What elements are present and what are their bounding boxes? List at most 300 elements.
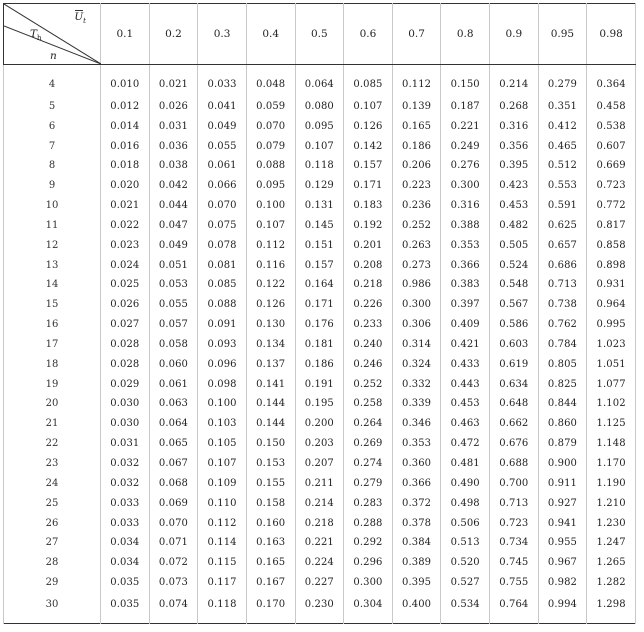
value-cell: 0.463 (441, 414, 490, 434)
value-cell: 0.078 (198, 236, 247, 256)
value-cell: 0.524 (490, 256, 539, 276)
value-cell: 1.190 (587, 474, 636, 494)
value-cell: 0.059 (246, 97, 295, 117)
row-n-cell: 22 (4, 434, 101, 454)
value-cell: 0.165 (392, 117, 441, 137)
value-cell: 0.064 (149, 414, 198, 434)
table-row (4, 593, 636, 624)
value-cell: 0.443 (441, 375, 490, 395)
value-cell: 0.112 (246, 236, 295, 256)
table-row (4, 275, 636, 295)
value-cell: 0.332 (392, 375, 441, 395)
value-cell: 0.181 (295, 335, 344, 355)
value-cell: 0.512 (538, 156, 587, 176)
value-cell: 0.079 (246, 137, 295, 157)
value-cell: 0.274 (344, 454, 393, 474)
table-row (4, 196, 636, 216)
value-cell: 0.183 (344, 196, 393, 216)
value-cell: 0.383 (441, 275, 490, 295)
value-cell: 0.236 (392, 196, 441, 216)
value-cell: 0.421 (441, 335, 490, 355)
value-cell: 0.603 (490, 335, 539, 355)
value-cell: 0.151 (295, 236, 344, 256)
value-cell: 0.053 (149, 275, 198, 295)
value-cell: 0.139 (392, 97, 441, 117)
value-cell: 0.676 (490, 434, 539, 454)
column-header: 0.8 (441, 4, 490, 65)
value-cell: 0.061 (198, 156, 247, 176)
row-n-cell: 8 (4, 156, 101, 176)
value-cell: 0.110 (198, 494, 247, 514)
header-row (4, 4, 636, 65)
value-cell: 0.300 (441, 176, 490, 196)
value-cell: 0.038 (149, 156, 198, 176)
value-cell: 0.218 (344, 275, 393, 295)
column-header: 0.6 (344, 4, 393, 65)
value-cell: 0.252 (344, 375, 393, 395)
value-cell: 0.091 (198, 315, 247, 335)
value-cell: 0.060 (149, 355, 198, 375)
value-cell: 0.472 (441, 434, 490, 454)
value-cell: 0.553 (538, 176, 587, 196)
value-cell: 0.164 (295, 275, 344, 295)
value-cell: 0.351 (538, 97, 587, 117)
value-cell: 0.817 (587, 216, 636, 236)
value-cell: 0.395 (392, 573, 441, 593)
value-cell: 1.247 (587, 533, 636, 553)
value-cell: 0.026 (149, 97, 198, 117)
value-cell: 0.263 (392, 236, 441, 256)
value-cell: 0.105 (198, 434, 247, 454)
row-n-cell: 6 (4, 117, 101, 137)
value-cell: 0.252 (392, 216, 441, 236)
value-cell: 0.165 (246, 553, 295, 573)
value-cell: 0.160 (246, 514, 295, 534)
value-cell: 0.033 (198, 65, 247, 97)
value-cell: 0.662 (490, 414, 539, 434)
value-cell: 0.080 (295, 97, 344, 117)
value-cell: 0.713 (490, 494, 539, 514)
value-cell: 0.316 (490, 117, 539, 137)
value-cell: 0.122 (246, 275, 295, 295)
value-cell: 0.026 (101, 295, 150, 315)
value-cell: 0.095 (295, 117, 344, 137)
value-cell: 0.112 (198, 514, 247, 534)
value-cell: 0.114 (198, 533, 247, 553)
row-n-cell: 10 (4, 196, 101, 216)
row-n-cell: 13 (4, 256, 101, 276)
row-n-cell: 11 (4, 216, 101, 236)
value-cell: 0.018 (101, 156, 150, 176)
table-row (4, 137, 636, 157)
value-cell: 0.088 (198, 295, 247, 315)
value-cell: 0.117 (198, 573, 247, 593)
value-cell: 0.048 (246, 65, 295, 97)
corner-header-cell (4, 4, 101, 65)
table-row (4, 514, 636, 534)
value-cell: 0.268 (490, 97, 539, 117)
value-cell: 0.506 (441, 514, 490, 534)
value-cell: 0.657 (538, 236, 587, 256)
value-cell: 0.931 (587, 275, 636, 295)
row-n-cell: 5 (4, 97, 101, 117)
value-cell: 0.032 (101, 474, 150, 494)
value-cell: 0.498 (441, 494, 490, 514)
column-header: 0.5 (295, 4, 344, 65)
value-cell: 0.206 (392, 156, 441, 176)
table-row (4, 355, 636, 375)
column-header: 0.1 (101, 4, 150, 65)
value-cell: 0.372 (392, 494, 441, 514)
value-cell: 0.288 (344, 514, 393, 534)
value-cell: 0.879 (538, 434, 587, 454)
value-cell: 1.265 (587, 553, 636, 573)
value-cell: 0.249 (441, 137, 490, 157)
column-header: 0.4 (246, 4, 295, 65)
value-cell: 0.071 (149, 533, 198, 553)
column-header: 0.3 (198, 4, 247, 65)
value-cell: 1.148 (587, 434, 636, 454)
value-cell: 0.029 (101, 375, 150, 395)
value-cell: 0.648 (490, 395, 539, 415)
value-cell: 0.762 (538, 315, 587, 335)
value-cell: 0.246 (344, 355, 393, 375)
value-cell: 0.400 (392, 593, 441, 624)
table-row (4, 176, 636, 196)
value-cell: 0.061 (149, 375, 198, 395)
value-cell: 0.591 (538, 196, 587, 216)
row-n-cell: 29 (4, 573, 101, 593)
value-cell: 0.353 (392, 434, 441, 454)
value-cell: 0.214 (295, 494, 344, 514)
table-row (4, 434, 636, 454)
column-header: 0.95 (538, 4, 587, 65)
row-n-cell: 7 (4, 137, 101, 157)
value-cell: 0.764 (490, 593, 539, 624)
value-cell: 0.186 (392, 137, 441, 157)
value-cell: 0.042 (149, 176, 198, 196)
value-cell: 0.283 (344, 494, 393, 514)
value-cell: 0.141 (246, 375, 295, 395)
value-cell: 0.900 (538, 454, 587, 474)
value-cell: 0.700 (490, 474, 539, 494)
value-cell: 0.669 (587, 156, 636, 176)
value-cell: 0.107 (295, 137, 344, 157)
value-cell: 0.191 (295, 375, 344, 395)
value-cell: 0.688 (490, 454, 539, 474)
table-row (4, 533, 636, 553)
value-cell: 0.982 (538, 573, 587, 593)
table-row (4, 295, 636, 315)
value-cell: 0.203 (295, 434, 344, 454)
value-cell: 0.686 (538, 256, 587, 276)
value-cell: 0.324 (392, 355, 441, 375)
value-cell: 0.279 (344, 474, 393, 494)
value-cell: 0.465 (538, 137, 587, 157)
value-cell: 1.170 (587, 454, 636, 474)
value-cell: 0.276 (441, 156, 490, 176)
value-cell: 0.360 (392, 454, 441, 474)
value-cell: 0.366 (441, 256, 490, 276)
value-cell: 0.023 (101, 236, 150, 256)
value-cell: 0.051 (149, 256, 198, 276)
row-n-cell: 19 (4, 375, 101, 395)
value-cell: 0.458 (587, 97, 636, 117)
table-row (4, 315, 636, 335)
row-n-cell: 30 (4, 593, 101, 624)
value-cell: 0.187 (441, 97, 490, 117)
value-cell: 0.144 (246, 414, 295, 434)
value-cell: 0.030 (101, 395, 150, 415)
value-cell: 0.049 (149, 236, 198, 256)
value-cell: 0.453 (490, 196, 539, 216)
value-cell: 1.102 (587, 395, 636, 415)
value-cell: 0.096 (198, 355, 247, 375)
value-cell: 0.157 (344, 156, 393, 176)
table-row (4, 454, 636, 474)
value-cell: 0.619 (490, 355, 539, 375)
value-cell: 0.118 (198, 593, 247, 624)
value-cell: 0.021 (101, 196, 150, 216)
value-cell: 0.258 (344, 395, 393, 415)
value-cell: 0.548 (490, 275, 539, 295)
value-cell: 0.300 (392, 295, 441, 315)
value-cell: 0.927 (538, 494, 587, 514)
value-cell: 0.118 (295, 156, 344, 176)
value-cell: 0.016 (101, 137, 150, 157)
value-cell: 0.063 (149, 395, 198, 415)
value-cell: 0.745 (490, 553, 539, 573)
row-n-cell: 23 (4, 454, 101, 474)
value-cell: 0.366 (392, 474, 441, 494)
value-cell: 0.423 (490, 176, 539, 196)
value-cell: 0.012 (101, 97, 150, 117)
value-cell: 0.093 (198, 335, 247, 355)
value-cell: 1.077 (587, 375, 636, 395)
table-row (4, 216, 636, 236)
value-cell: 0.388 (441, 216, 490, 236)
table-row (4, 573, 636, 593)
column-header: 0.7 (392, 4, 441, 65)
value-cell: 0.033 (101, 494, 150, 514)
value-cell: 0.134 (246, 335, 295, 355)
value-cell: 0.098 (198, 375, 247, 395)
value-cell: 0.240 (344, 335, 393, 355)
value-cell: 0.167 (246, 573, 295, 593)
value-cell: 0.058 (149, 335, 198, 355)
n-label: n (50, 50, 57, 62)
value-cell: 0.412 (538, 117, 587, 137)
value-cell: 1.298 (587, 593, 636, 624)
value-cell: 0.825 (538, 375, 587, 395)
value-cell: 0.955 (538, 533, 587, 553)
t-h-label: $T_h$ (30, 28, 42, 43)
row-n-cell: 14 (4, 275, 101, 295)
value-cell: 0.967 (538, 553, 587, 573)
value-cell: 0.028 (101, 335, 150, 355)
value-cell: 0.986 (392, 275, 441, 295)
value-cell: 0.586 (490, 315, 539, 335)
value-cell: 0.221 (295, 533, 344, 553)
value-cell: 0.279 (538, 65, 587, 97)
value-cell: 0.738 (538, 295, 587, 315)
row-n-cell: 16 (4, 315, 101, 335)
value-cell: 0.520 (441, 553, 490, 573)
value-cell: 0.072 (149, 553, 198, 573)
row-n-cell: 26 (4, 514, 101, 534)
value-cell: 0.107 (246, 216, 295, 236)
value-cell: 0.067 (149, 454, 198, 474)
value-cell: 0.047 (149, 216, 198, 236)
value-cell: 0.044 (149, 196, 198, 216)
value-cell: 0.490 (441, 474, 490, 494)
value-cell: 0.041 (198, 97, 247, 117)
value-cell: 0.227 (295, 573, 344, 593)
value-cell: 0.389 (392, 553, 441, 573)
value-cell: 0.055 (198, 137, 247, 157)
value-cell: 0.292 (344, 533, 393, 553)
value-cell: 0.129 (295, 176, 344, 196)
value-cell: 0.316 (441, 196, 490, 216)
value-cell: 0.723 (587, 176, 636, 196)
value-cell: 0.095 (246, 176, 295, 196)
value-cell: 0.035 (101, 593, 150, 624)
value-cell: 0.171 (344, 176, 393, 196)
value-cell: 0.453 (441, 395, 490, 415)
value-cell: 0.021 (149, 65, 198, 97)
row-n-cell: 18 (4, 355, 101, 375)
value-cell: 0.527 (441, 573, 490, 593)
value-cell: 0.032 (101, 454, 150, 474)
value-cell: 0.200 (295, 414, 344, 434)
row-n-cell: 21 (4, 414, 101, 434)
value-cell: 0.625 (538, 216, 587, 236)
value-cell: 0.035 (101, 573, 150, 593)
column-header: 0.98 (587, 4, 636, 65)
value-cell: 0.221 (441, 117, 490, 137)
value-cell: 0.314 (392, 335, 441, 355)
row-n-cell: 20 (4, 395, 101, 415)
value-cell: 1.125 (587, 414, 636, 434)
value-cell: 0.010 (101, 65, 150, 97)
value-cell: 0.031 (101, 434, 150, 454)
value-cell: 0.567 (490, 295, 539, 315)
value-cell: 0.081 (198, 256, 247, 276)
value-cell: 0.226 (344, 295, 393, 315)
value-cell: 0.224 (295, 553, 344, 573)
table-body (4, 65, 636, 624)
value-cell: 0.339 (392, 395, 441, 415)
value-cell: 0.070 (198, 196, 247, 216)
value-cell: 0.131 (295, 196, 344, 216)
value-cell: 0.384 (392, 533, 441, 553)
value-cell: 0.995 (587, 315, 636, 335)
table-row (4, 256, 636, 276)
value-cell: 0.207 (295, 454, 344, 474)
value-cell: 0.031 (149, 117, 198, 137)
value-cell: 0.115 (198, 553, 247, 573)
value-cell: 0.170 (246, 593, 295, 624)
value-cell: 0.805 (538, 355, 587, 375)
value-cell: 0.103 (198, 414, 247, 434)
value-cell: 0.126 (344, 117, 393, 137)
value-cell: 0.186 (295, 355, 344, 375)
value-cell: 0.155 (246, 474, 295, 494)
value-cell: 0.137 (246, 355, 295, 375)
value-cell: 0.064 (295, 65, 344, 97)
value-cell: 0.022 (101, 216, 150, 236)
value-cell: 0.171 (295, 295, 344, 315)
table-row (4, 117, 636, 137)
value-cell: 0.898 (587, 256, 636, 276)
value-cell: 0.100 (246, 196, 295, 216)
value-cell: 0.075 (198, 216, 247, 236)
value-cell: 0.116 (246, 256, 295, 276)
row-n-cell: 17 (4, 335, 101, 355)
table-row (4, 375, 636, 395)
value-cell: 0.784 (538, 335, 587, 355)
value-cell: 0.534 (441, 593, 490, 624)
row-n-cell: 24 (4, 474, 101, 494)
row-n-cell: 27 (4, 533, 101, 553)
column-header: 0.9 (490, 4, 539, 65)
value-cell: 0.306 (392, 315, 441, 335)
value-cell: 0.346 (392, 414, 441, 434)
value-cell: 0.070 (149, 514, 198, 534)
value-cell: 0.068 (149, 474, 198, 494)
value-cell: 1.051 (587, 355, 636, 375)
value-cell: 0.364 (587, 65, 636, 97)
value-cell: 0.055 (149, 295, 198, 315)
value-cell: 1.023 (587, 335, 636, 355)
table-row (4, 414, 636, 434)
value-cell: 0.208 (344, 256, 393, 276)
value-cell: 0.356 (490, 137, 539, 157)
table-row (4, 65, 636, 97)
value-cell: 0.858 (587, 236, 636, 256)
value-cell: 0.049 (198, 117, 247, 137)
coefficient-table (3, 3, 636, 624)
value-cell: 0.433 (441, 355, 490, 375)
value-cell: 0.395 (490, 156, 539, 176)
row-n-cell: 4 (4, 65, 101, 97)
value-cell: 0.176 (295, 315, 344, 335)
value-cell: 0.034 (101, 533, 150, 553)
value-cell: 0.607 (587, 137, 636, 157)
value-cell: 0.014 (101, 117, 150, 137)
value-cell: 0.126 (246, 295, 295, 315)
value-cell: 0.273 (392, 256, 441, 276)
value-cell: 0.150 (441, 65, 490, 97)
value-cell: 0.157 (295, 256, 344, 276)
value-cell: 0.860 (538, 414, 587, 434)
value-cell: 0.069 (149, 494, 198, 514)
value-cell: 0.112 (392, 65, 441, 97)
value-cell: 0.192 (344, 216, 393, 236)
row-n-cell: 28 (4, 553, 101, 573)
value-cell: 0.153 (246, 454, 295, 474)
value-cell: 0.378 (392, 514, 441, 534)
table-row (4, 494, 636, 514)
value-cell: 0.269 (344, 434, 393, 454)
value-cell: 0.025 (101, 275, 150, 295)
table-row (4, 395, 636, 415)
value-cell: 0.100 (198, 395, 247, 415)
value-cell: 0.163 (246, 533, 295, 553)
value-cell: 0.230 (295, 593, 344, 624)
value-cell: 0.107 (344, 97, 393, 117)
value-cell: 0.300 (344, 573, 393, 593)
